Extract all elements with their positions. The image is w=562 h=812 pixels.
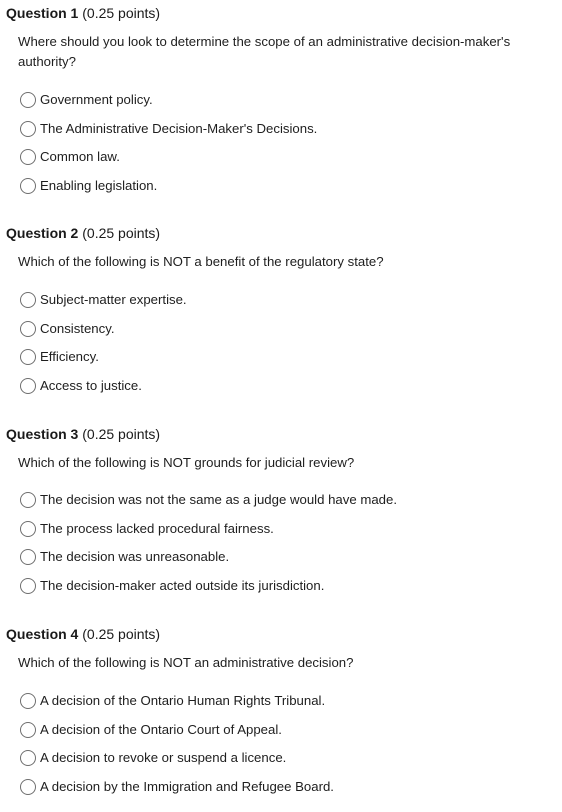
answer-option[interactable]	[20, 372, 187, 401]
question-points: (0.25 points)	[82, 626, 161, 642]
answer-option[interactable]	[20, 773, 334, 802]
radio-button-icon[interactable]	[20, 722, 36, 738]
answer-option[interactable]	[20, 716, 334, 745]
radio-button-icon[interactable]	[20, 521, 36, 537]
radio-button-icon[interactable]	[20, 693, 36, 709]
radio-button-icon[interactable]	[20, 321, 36, 337]
answer-options	[20, 86, 317, 200]
question-header	[6, 224, 160, 242]
radio-button-icon[interactable]	[20, 92, 36, 108]
answer-option[interactable]	[20, 515, 397, 544]
answer-option-label: Subject-matter expertise.	[40, 292, 187, 308]
answer-option-label: Enabling legislation.	[40, 177, 158, 193]
question-header	[6, 425, 160, 443]
answer-option[interactable]	[20, 86, 317, 115]
question-points: (0.25 points)	[82, 5, 161, 21]
question-header	[6, 4, 160, 22]
answer-option-label: Consistency.	[40, 320, 115, 336]
answer-option[interactable]	[20, 143, 317, 172]
radio-button-icon[interactable]	[20, 292, 36, 308]
question-prompt: Which of the following is NOT a benefit of the regulatory state?	[18, 254, 384, 269]
radio-button-icon[interactable]	[20, 492, 36, 508]
answer-option[interactable]	[20, 115, 317, 144]
answer-option-label: A decision by the Immigration and Refugee Board.	[40, 778, 334, 794]
question-points: (0.25 points)	[82, 225, 161, 241]
answer-options	[20, 687, 334, 801]
answer-option-label: Access to justice.	[40, 377, 142, 393]
question-title: Question 4	[6, 626, 79, 642]
radio-button-icon[interactable]	[20, 149, 36, 165]
radio-button-icon[interactable]	[20, 378, 36, 394]
question-title: Question 3	[6, 426, 79, 442]
answer-option[interactable]	[20, 572, 397, 601]
answer-option-label: The process lacked procedural fairness.	[40, 520, 274, 536]
answer-options	[20, 486, 397, 600]
answer-option[interactable]	[20, 687, 334, 716]
question-prompt: Which of the following is NOT grounds for judicial review?	[18, 455, 355, 470]
answer-option[interactable]	[20, 543, 397, 572]
radio-button-icon[interactable]	[20, 178, 36, 194]
answer-option[interactable]	[20, 486, 397, 515]
radio-button-icon[interactable]	[20, 349, 36, 365]
radio-button-icon[interactable]	[20, 750, 36, 766]
answer-option[interactable]	[20, 286, 187, 315]
answer-option-label: Common law.	[40, 149, 120, 165]
radio-button-icon[interactable]	[20, 578, 36, 594]
answer-option[interactable]	[20, 744, 334, 773]
question-prompt: Where should you look to determine the scope of an administrative decision-maker's authority?	[18, 34, 511, 69]
answer-option-label: The Administrative Decision-Maker's Decisions.	[40, 120, 318, 136]
answer-option-label: The decision-maker acted outside its jurisdiction.	[40, 577, 325, 593]
answer-option[interactable]	[20, 343, 187, 372]
answer-option-label: A decision to revoke or suspend a licence.	[40, 750, 287, 766]
question-points: (0.25 points)	[82, 426, 161, 442]
answer-option[interactable]	[20, 315, 187, 344]
radio-button-icon[interactable]	[20, 779, 36, 795]
answer-options	[20, 286, 187, 400]
answer-option-label: Efficiency.	[40, 349, 99, 365]
question-prompt: Which of the following is NOT an administrative decision?	[18, 655, 354, 670]
answer-option-label: A decision of the Ontario Human Rights Tribunal.	[40, 693, 326, 709]
answer-option-label: The decision was not the same as a judge would have made.	[40, 492, 398, 508]
answer-option[interactable]	[20, 172, 317, 201]
answer-option-label: The decision was unreasonable.	[40, 549, 230, 565]
radio-button-icon[interactable]	[20, 121, 36, 137]
answer-option-label: A decision of the Ontario Court of Appeal.	[40, 721, 282, 737]
question-title: Question 1	[6, 5, 79, 21]
question-title: Question 2	[6, 225, 79, 241]
radio-button-icon[interactable]	[20, 549, 36, 565]
question-header	[6, 625, 160, 643]
answer-option-label: Government policy.	[40, 92, 153, 108]
